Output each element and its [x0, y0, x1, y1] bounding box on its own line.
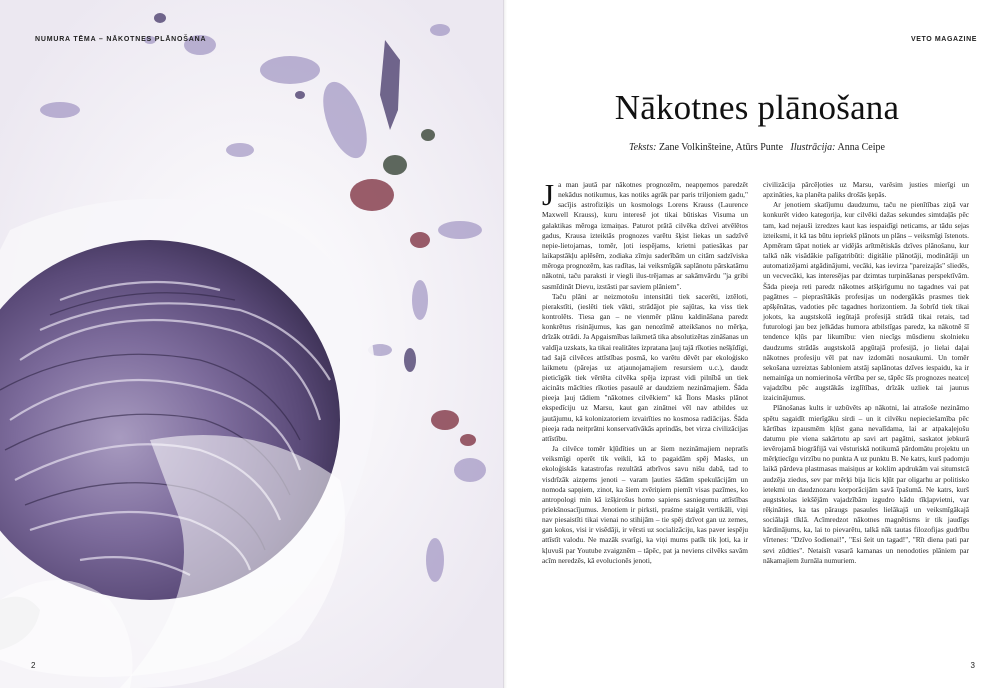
article-column-2 — [763, 180, 969, 566]
page-number-left: 2 — [31, 661, 36, 670]
byline-illustrator: Anna Ceipe — [837, 142, 885, 153]
magazine-name: VETO MAGAZINE — [910, 36, 977, 43]
paragraph-4: civilizācija pārcēļoties uz Marsu, varēsim justies mierīgi un apzināties, ka planēta paliks drošās ķepās. — [763, 180, 969, 200]
page-number-right: 3 — [970, 661, 975, 670]
dropcap: J — [542, 177, 555, 212]
byline-text-label: Teksts: — [629, 142, 657, 153]
paragraph-1: a man jautā par nākotnes prognozēm, neapņemos paredzēt nekādus notikumus, kas notiks agrāk par paris triljoniem gadu," sacījis astrofiziķis un kosmologs Lorens Krauss (Laurence Maxwell Krauss), kuru interesē jot tikai būtiskas Visuma un galaktikas mēroga izmaiņas. Paturot prātā cilvēka dzīvei atvēlētos gadus, Krausa izteiktās prognozes varētu šķist liekas un sadzīvē nepie-lietojamas, tomēr, ļoti iespējams, krietni patiesākas par laikapstākļu aplēsēm, zodiaka zīmju saderībām un citām sadzīviska mēroga prognozēm, kas radītas, lai veiksmīgāk saplānotu pārskatāmu nākotni, taču paraksti ir viegli ilus-trējamas ar sakāmvārdu "ja gribi sasmīdināt Dievu, izstāsti par saviem plāniem". — [542, 180, 748, 291]
article-title: Nākotnes plānošana — [614, 88, 900, 127]
section-header: NUMURA TĒMA – NĀKOTNES PLĀNOŠANA — [35, 36, 207, 43]
byline — [507, 142, 1007, 153]
byline-authors: Zane Volkinšteine, Atūrs Punte — [658, 142, 784, 153]
paragraph-5: Ar jenotiem skatījumu daudzumu, taču ne pienītības ziņā var konkurēt video kategorija, kur cilvēki dažas sekundes simtdaļās pēc tam, kad nejauši izredzes kaut kas iespaidīgi neticams, ar tādu sejas izteiksmi, it kā tas būtu iepriekš plānots un plāns – veiksmīgi īstenots. Apmēram tāpat notiek ar vidējās arītmētiskās dzīves plānošanu, kur talkā nāk visādākie palīgatribūti: digitālie plānotāji, modinātāji un automatizējami atgādinājumi, vecāki, kas ievirza "pareizajās" sliedēs, un vecvecāki, kas interesējas par dzimtas turpināšanas perspektīvām. Šāda pieeja reti paredz nākotnes atšķirīgumu no tagadnes vai pat pagātnes – pieprasītākās profesijas un nodergākās prasmes tiek apšķēnātas, vadoties pēc tagadnes horizontiem. Ja šobrīd tiek tikai jokots, ka augstskolā iegūtajā profesijā strādā tikai retais, tad futurologi jau bez jelkādas humora atbilstīgas paredz, ka nākotnē šī tendence kļūs par likumību: vien niecīgs mūsdienu skolnieku daudzums strādās augstskolā apgūtajā profesijā, jo lielai daļai nākotnes profesiju vēl pat nav izdomāti nosaukumi. Un tomēr sekošana uzreiztas šabloniem atstāj saplānotas dzīves iespaidu, ka ir nemainīga un nomierinoša vērtība per se, tāpēc šīs prognozes neatceļ vajadzību pēc augstākās izglītības, drīzāk uzliek tai jaunus izaicinājumus. — [763, 200, 969, 403]
paragraph-2: Taču plāni ar neizmotošu intensitāti tiek sacerēti, iztēloti, pierakstīti, (ieslēti tiek vākti, strādājot pie sajūtas, ka viss tiek kontrolēts. Tiesa gan – ne vienmēr plānu kaldināšana paredz konkrētus risinājumus, kas gan nenozīmē atteikšanos no mērķa, drīzāk otrādi. Ja Apgaismības laikmetā tika absolutizētas zināšanas un valdīja uzskats, ka tikai realitātes izpratana ļauj tajā rīkoties nešķīdīgi, tad šajā cilvēces attīstības posmā, ko varētu dēvēt par ekoloģisko laikmetu (pārejas uz atjaunojamajiem resursiem u.c.), daudz pieticīgāk tiek vērtēta cilvēka spēja izprast vidi pilnībā un tiek aicināts mācīties rīkoties pasaulē ar daudziem nezināmajiem. Šāda pieeja ļauj tādiem "nākotnes cilvēkiem" kā Īlons Masks plānot ekspedīciju uz Marsu, kaut gan zinātnei vēl nav atbildes uz jautājumu, kā kolonizatoriem izvairīties no kosmosa radiācijas. Šāda pieeja rada neitprātni konservatīvākās aprindās, bet virza civilizācijas attīstību. — [542, 291, 748, 443]
byline-illustration-label: Ilustrācija: — [790, 142, 836, 153]
article-column-1 — [542, 177, 748, 566]
right-page-article — [507, 0, 1007, 688]
paragraph-6: Plānošanas kults ir uzbūvēts ap nākotni, lai atrašoše nezināmo spētu sagaidīt mierīgāku sirdi – un it cilvēku nepieciešamība pēc kārtības izpausmēm kļūst gana nevalīdama, lai ar atpakaļejošu datumu pie viena sakārtotu ap savi art pagātni, saskatot jebkurā ievērojamā biogrāfijā vai vēsturiskā notikumā pārdomātu projektu un mērķtiecīgu virzību no punkta A uz punktu B. Ne katrs, kurš padomju laikā pārdeva plastmasas maisiņus ar koklim apdrukām vai situmstcā audzēja ziedus, sev par mērķi bija licis kļūt par oligarhu ar politisko ietekmi un daudznozaru korporācijām savā īpašumā. Ne katrs, kurš augstskolas iekšējām vajadzībām izgudro kādu tīkļapvietni, var rēķināties, ka tas pāraugs pasaules lielākajā un veiksmīgākajā sociālajā tīklā. Acīmredzot nākotnes magnētisms ir tik jaudīgs kārdinājums, ka, lai to pievarētu, talkā nāk tautas filozofijas gudrību vīrtenes: "Dzīvo šodienai!", "Esi šeit un tagad!", "Rīt diena pati par sevi zūdties". Netaisīt vasarā kamanas un nenodoties plāniem par nākamajiem žurnāla numuriem. — [763, 403, 969, 565]
paragraph-3: Ja cilvēce tomēr kļūdīties un ar šiem nezināmajiem nepratīs veiksmīgi operēt tik veikli, kā to pagaidām spēj Masks, un ekoloģiskās katastrofas rezultātā atbrīvos savu nišu dabā, tad to visdrīzāk aizņems jenoti – varam ļauties šādām spekulācijām un nomoda sapņiem, zinot, ka šiem zvēriņiem piemīt visas pazīmes, ko antropologi min kā izšķirošus homo sapiens sasniegumu attīstības priekšnosacījumus. Jenotiem ir pirksti, praśme staigāt vertikāli, viņi nav piesaistīti tikai vienai no stihijām – tie spēj dzīvot gan uz zemes, gan kokos, visi ir visēdāji, ir vērsti uz socializāciju, kas paver iespēju attīstīt valodu. Ne mazāk svarīgi, ka viņi mums patīk tik ļoti, ka ir kļuvuši par Youtube zvaigznēm – tāpēc, pat ja neviens cilvēks savām acīm neredzēs, kā evolucionēs jenoti, — [542, 444, 748, 565]
